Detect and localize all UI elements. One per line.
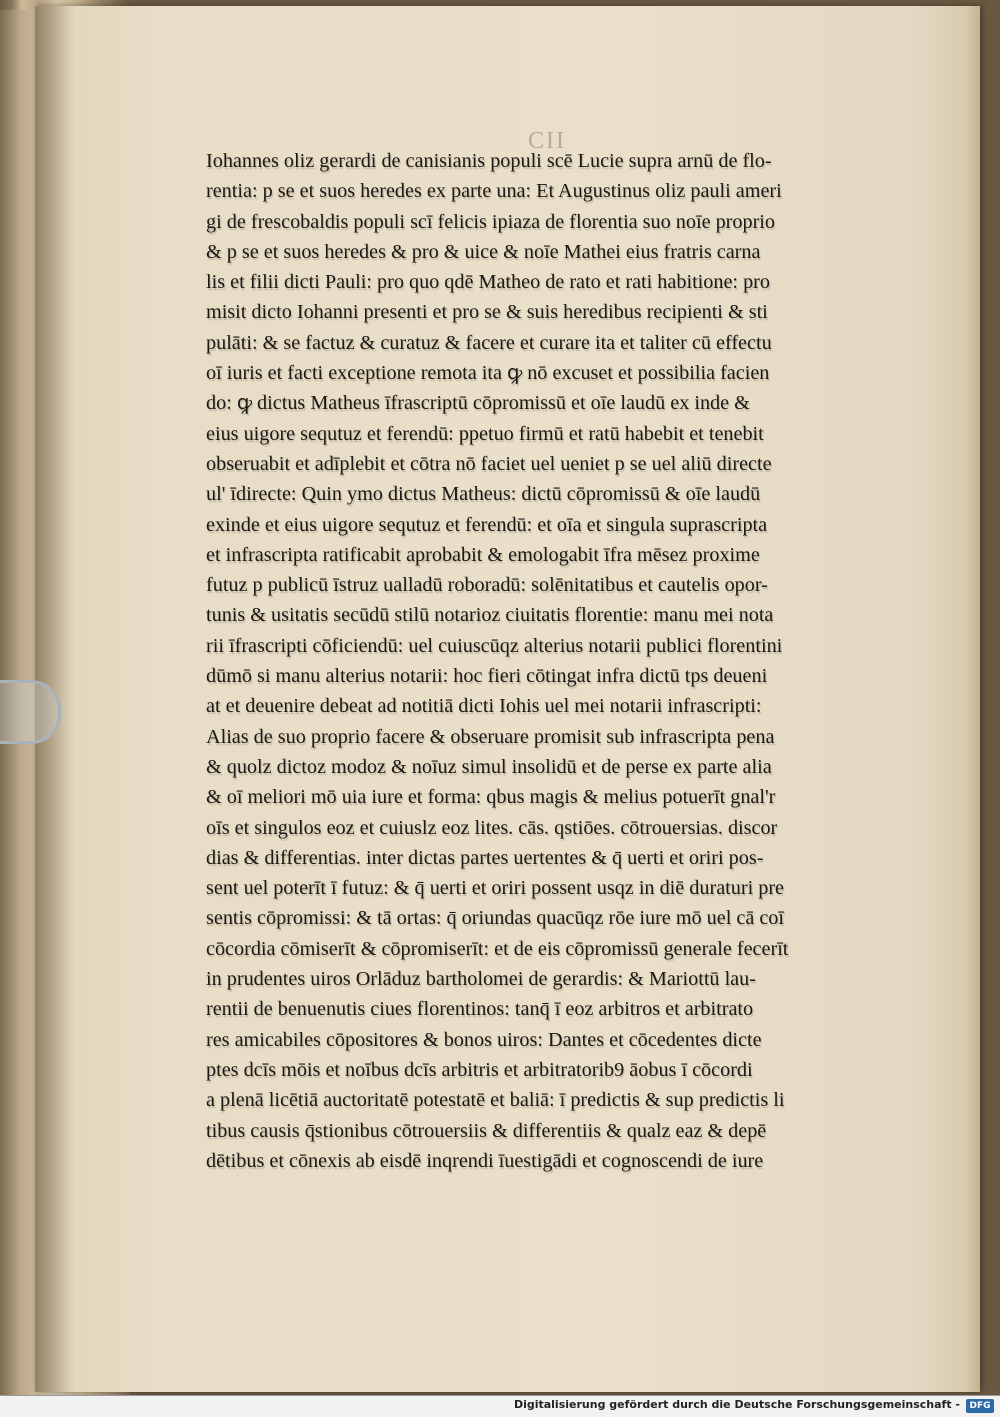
footer-credit: Digitalisierung gefördert durch die Deutsche Forschungsgemeinschaft - bbox=[513, 1398, 960, 1411]
text-line: dūmō si manu alterius notarii: hoc fieri cōtingat infra dictū tps deueni bbox=[206, 665, 768, 688]
folio-number: CII bbox=[528, 128, 566, 154]
text-line: pulāti: & se factuz & curatuz & facere et curare ita et taliter cū effectu bbox=[206, 331, 772, 354]
text-line: misit dicto Iohanni presenti et pro se & suis heredibus recipienti & sti bbox=[206, 301, 768, 324]
text-line: Alias de suo proprio facere & obseruare promisit sub infrascripta pena bbox=[206, 725, 775, 748]
text-line: res amicabiles cōpositores & bonos uiros: Dantes et cōcedentes dicte bbox=[206, 1028, 762, 1051]
paper-clip bbox=[0, 680, 61, 744]
text-line: & quolz dictoz modoz & noīuz simul insolidū et de perse ex parte alia bbox=[206, 755, 772, 778]
text-block bbox=[206, 146, 882, 1176]
text-line: exinde et eius uigore sequtuz et ferendū: et oīa et singula suprascripta bbox=[206, 513, 768, 536]
text-line: obseruabit et adīplebit et cōtra nō faciet uel ueniet p se uel aliū directe bbox=[206, 452, 772, 475]
text-line: Iohannes oliz gerardi de canisianis populi scē Lucie supra arnū de flo- bbox=[206, 150, 772, 172]
text-line: dētibus et cōnexis ab eisdē inqrendi īuestigādi et cognoscendi de iure bbox=[206, 1149, 764, 1172]
text-line: tunis & usitatis secūdū stilū notarioz ciuitatis florentie: manu mei nota bbox=[206, 604, 774, 627]
text-line: et infrascripta ratificabit aprobabit & emologabit īfra mēsez proxime bbox=[206, 543, 760, 566]
text-line: at et deuenire debeat ad notitiā dicti Iohis uel mei notarii infrascripti: bbox=[206, 695, 762, 718]
text-line: rentii de benuenutis ciues florentinos: tanq̄ ī eoz arbitros et arbitrato bbox=[206, 998, 754, 1021]
text-line: oī iuris et facti exceptione remota ita ꝙ nō excuset et possibilia facien bbox=[206, 362, 770, 385]
footer-bar bbox=[0, 1395, 1000, 1417]
text-line: & p se et suos heredes & pro & uice & noīe Mathei eius fratris carna bbox=[206, 240, 761, 263]
text-line: & oī meliori mō uia iure et forma: qbus magis & melius potuerīt gnal'r bbox=[206, 786, 776, 809]
text-line: eius uigore sequtuz et ferendū: ppetuo firmū et ratū habebit et tenebit bbox=[206, 422, 764, 445]
text-line: in prudentes uiros Orlāduz bartholomei de gerardis: & Mariottū lau- bbox=[206, 968, 756, 991]
text-line: rii īfrascripti cōficiendū: uel cuiuscūqz alterius notarii publici florentini bbox=[206, 634, 783, 657]
text-line: gi de frescobaldis populi scī felicis ipiaza de florentia suo noīe proprio bbox=[206, 210, 776, 233]
text-line: oīs et singulos eoz et cuiuslz eoz lites. cās. qstiōes. cōtrouersias. discor bbox=[206, 816, 778, 839]
text-line: do: ꝙ dictus Matheus īfrascriptū cōpromissū et oīe laudū ex inde & bbox=[206, 392, 750, 415]
text-line: ptes dcīs mōis et noībus dcīs arbitris et arbitratorib9 āobus ī cōcordi bbox=[206, 1058, 753, 1081]
text-line: rentia: p se et suos heredes ex parte una: Et Augustinus oliz pauli ameri bbox=[206, 180, 782, 203]
text-line: tibus causis q̄stionibus cōtrouersiis & differentiis & qualz eaz & depē bbox=[206, 1119, 767, 1142]
text-line: lis et filii dicti Pauli: pro quo qdē Matheo de rato et rati habitione: pro bbox=[206, 271, 770, 294]
text-line: a plenā licētiā auctoritatē potestatē et baliā: ī predictis & sup predictis li bbox=[206, 1089, 785, 1112]
text-line: sentis cōpromissi: & tā ortas: q̄ oriundas quacūqz rōe iure mō uel cā coī bbox=[206, 907, 784, 930]
text-line: sent uel poterīt ī futuz: & q̄ uerti et oriri possent usqz in diē duraturi pre bbox=[206, 877, 785, 900]
text-line: dias & differentias. inter dictas partes uertentes & q̄ uerti et oriri pos- bbox=[206, 846, 764, 869]
dfg-logo: DFG bbox=[966, 1399, 994, 1413]
text-line: ul' īdirecte: Quin ymo dictus Matheus: dictū cōpromissū & oīe laudū bbox=[206, 483, 761, 506]
text-line: futuz p publicū īstruz ualladū roboradū: solēnitatibus et cautelis opor- bbox=[206, 574, 768, 597]
text-line: cōcordia cōmiserīt & cōpromiserīt: et de eis cōpromissū generale fecerīt bbox=[206, 937, 789, 960]
